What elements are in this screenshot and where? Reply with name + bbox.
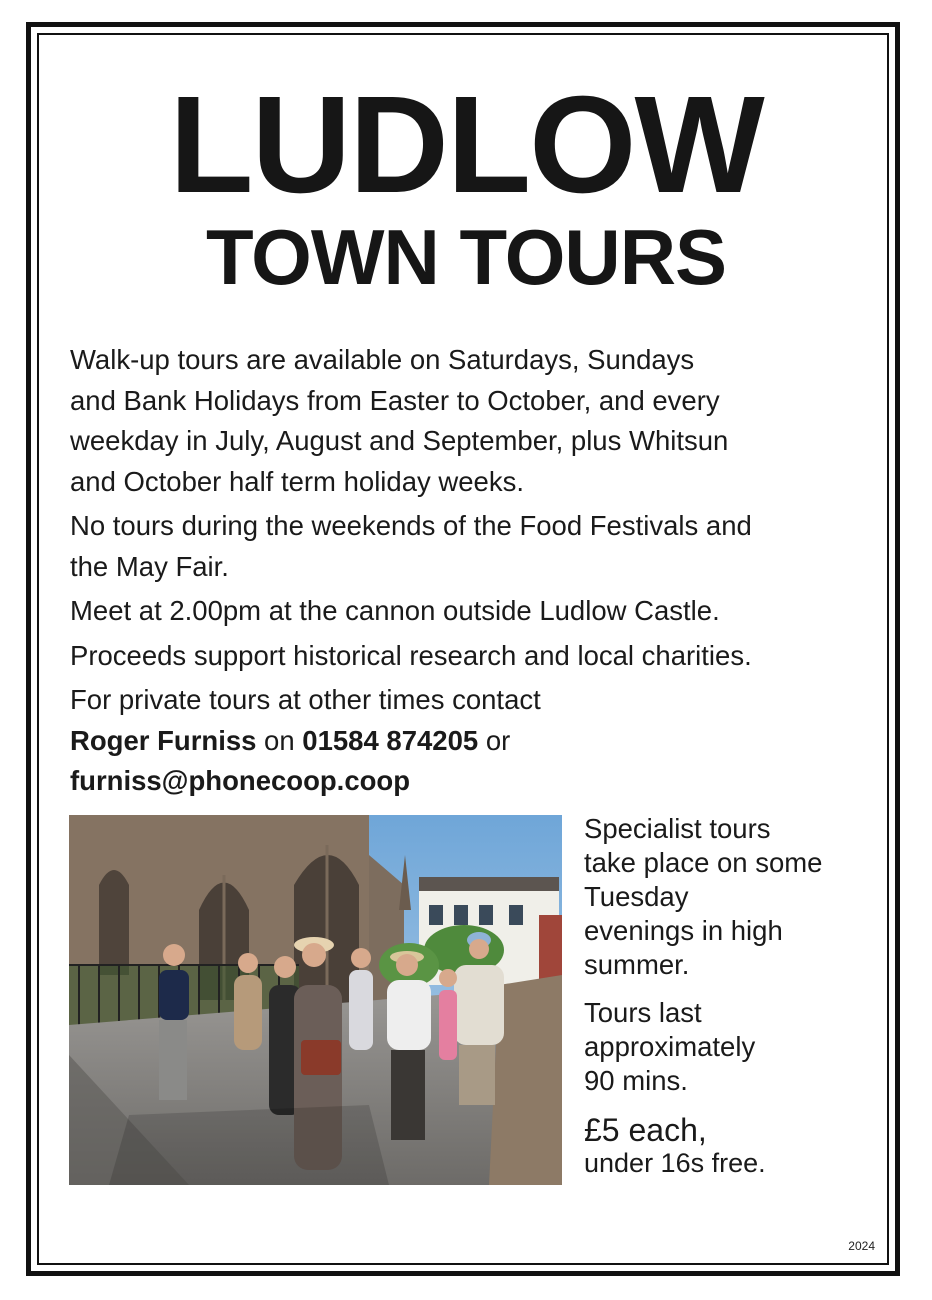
page-title: LUDLOW bbox=[169, 68, 763, 222]
contact-joiner: or bbox=[478, 724, 511, 756]
tour-group-photo bbox=[69, 815, 562, 1185]
intro-line: weekday in July, August and September, plus Whitsun bbox=[70, 425, 729, 456]
private-tours-line: For private tours at other times contact bbox=[70, 684, 541, 715]
side-info bbox=[584, 812, 884, 1178]
duration-line: approximately bbox=[584, 1031, 756, 1062]
no-tours-paragraph bbox=[70, 506, 860, 587]
page-subtitle: TOWN TOURS bbox=[205, 213, 727, 301]
duration-line: Tours last bbox=[584, 997, 702, 1028]
meet-paragraph: Meet at 2.00pm at the cannon outside Ludlow Castle. bbox=[70, 595, 720, 626]
duration-line: 90 mins. bbox=[584, 1065, 688, 1096]
intro-line: Walk-up tours are available on Saturdays, Sundays bbox=[70, 344, 695, 375]
specialist-line: take place on some bbox=[584, 847, 823, 878]
specialist-line: summer. bbox=[584, 949, 690, 980]
proceeds-paragraph: Proceeds support historical research and local charities. bbox=[70, 639, 752, 671]
specialist-paragraph bbox=[584, 812, 884, 982]
specialist-line: Tuesday bbox=[584, 881, 689, 912]
price-sub: under 16s free. bbox=[584, 1148, 766, 1178]
contact-joiner: on bbox=[256, 724, 303, 756]
intro-line: and Bank Holidays from Easter to October, and every bbox=[70, 384, 720, 416]
year-label: 2024 bbox=[848, 1239, 875, 1253]
intro-line: and October half term holiday weeks. bbox=[70, 465, 524, 497]
duration-paragraph bbox=[584, 996, 884, 1098]
body-text bbox=[70, 340, 860, 806]
no-tours-line: the May Fair. bbox=[70, 550, 229, 582]
private-contact-paragraph bbox=[70, 680, 860, 802]
specialist-line: evenings in high bbox=[584, 915, 783, 946]
no-tours-line: No tours during the weekends of the Food Festivals and bbox=[70, 510, 752, 541]
price-main: £5 each, bbox=[584, 1112, 707, 1148]
photo-illustration bbox=[69, 815, 562, 1185]
specialist-line: Specialist tours bbox=[584, 813, 771, 844]
contact-name: Roger Furniss bbox=[70, 724, 257, 756]
contact-email[interactable]: furniss@phonecoop.coop bbox=[70, 765, 411, 796]
contact-phone[interactable]: 01584 874205 bbox=[302, 724, 479, 756]
intro-paragraph bbox=[70, 340, 860, 502]
